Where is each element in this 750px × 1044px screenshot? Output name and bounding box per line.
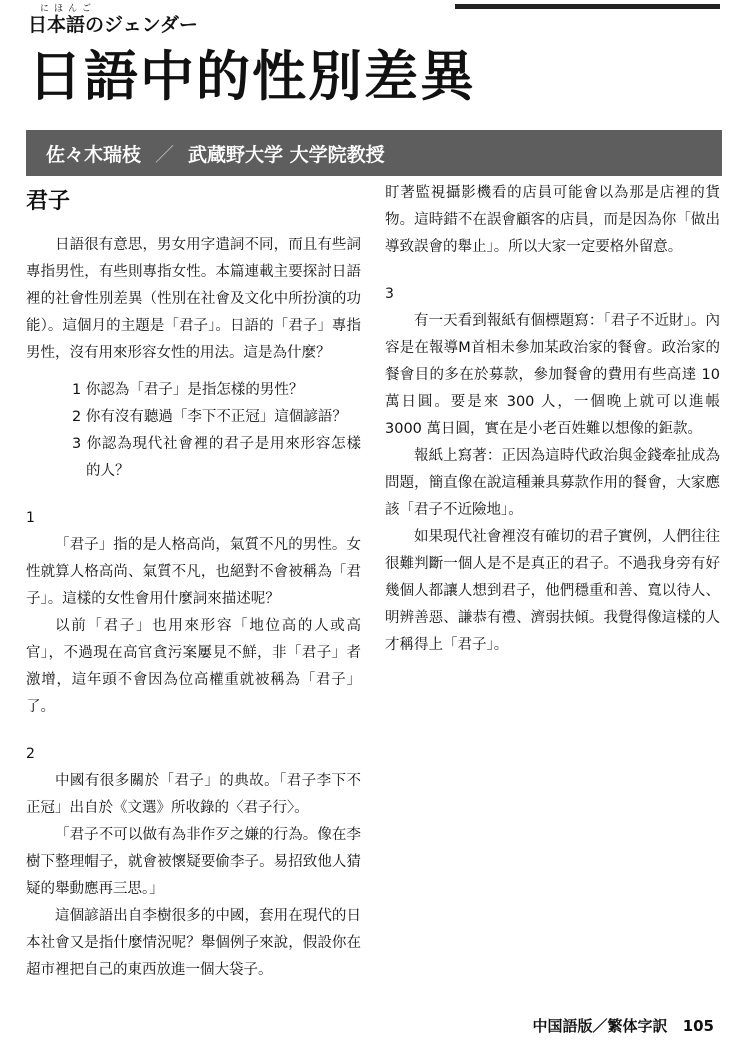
continuation-paragraph: 盯著監視攝影機看的店員可能會以為那是店裡的貨物。這時錯不在誤會顧客的店員，而是因為你「做出導致誤會的舉止」。所以大家一定要格外留意。 — [385, 185, 720, 255]
author-affiliation: 武蔵野大学 大学院教授 — [188, 143, 385, 166]
article-title: 日語中的性別差異 — [28, 45, 476, 108]
top-rule — [455, 4, 720, 9]
section-2-number: 2 — [26, 746, 35, 762]
question-list — [56, 377, 361, 485]
author-bar — [26, 130, 722, 176]
left-column — [26, 180, 361, 984]
right-column — [385, 180, 720, 659]
section-3-number: 3 — [385, 286, 394, 302]
page-footer — [532, 1015, 714, 1036]
section-1-number: 1 — [26, 510, 35, 526]
spacer — [26, 485, 361, 505]
section-2-paragraph-2: 「君子不可以做有為非作歹之嫌的行為。像在李樹下整理帽子，就會被懷疑要偷李子。易招致他人猜疑的舉動應再三思。」 — [26, 827, 361, 897]
section-1-paragraph-2: 以前「君子」也用來形容「地位高的人或高官」，不過現在高官貪污案屢見不鮮，非「君子」者激增，這年頭不會因為位高權重就被稱為「君子」了。 — [26, 618, 361, 715]
author-name: 佐々木瑞枝 — [46, 143, 142, 166]
question-3: 3 你認為現代社會裡的君子是用來形容怎樣的人？ — [72, 436, 361, 479]
section-3-paragraph-1: 有一天看到報紙有個標題寫：「君子不近財」。內容是在報導M首相未參加某政治家的餐會。政治家的餐會目的多在於募款，參加餐會的費用有些高達 10 萬日圓。要是來 300 人，一個晚上就可以進帳 3000 萬日圓，實在是小老百姓難以想像的鉅款。 — [385, 313, 720, 437]
spacer — [26, 721, 361, 741]
intro-paragraph: 日語很有意思，男女用字遣詞不同，而且有些詞專指男性，有些則專指女性。本篇連載主要探討日語裡的社會性別差異（性別在社會及文化中所扮演的功能）。這個月的主題是「君子」。日語的「君子」專指男性，沒有用來形容女性的用法。這是為什麼？ — [26, 237, 361, 361]
spacer — [385, 261, 720, 281]
section-1-paragraph-1: 「君子」指的是人格高尚，氣質不凡的男性。女性就算人格高尚、氣質不凡，也絕對不會被稱為「君子」。這樣的女性會用什麼詞來描述呢？ — [26, 537, 361, 607]
page-number: 105 — [682, 1017, 714, 1035]
question-2: 2 你有沒有聽過「李下不正冠」這個諺語？ — [72, 409, 347, 425]
question-1: 1 你認為「君子」是指怎樣的男性？ — [72, 382, 304, 398]
author-separator: ／ — [155, 143, 175, 166]
series-ruby: にほんご — [40, 4, 97, 14]
section-3-paragraph-2: 報紙上寫著：正因為這時代政治與金錢牽扯成為問題，簡直像在說這種兼具募款作用的餐會，大家應該「君子不近險地」。 — [385, 448, 720, 518]
series-title: 日本語のジェンダー — [28, 14, 198, 36]
footer-label: 中国語版／繁体字訳 — [532, 1017, 668, 1035]
section-2-paragraph-1: 中國有很多關於「君子」的典故。「君子李下不正冠」出自於《文選》所收錄的〈君子行〉。 — [26, 773, 361, 816]
section-title: 君子 — [26, 189, 71, 214]
section-3-paragraph-3: 如果現代社會裡沒有確切的君子實例，人們往往很難判斷一個人是不是真正的君子。不過我身旁有好幾個人都讓人想到君子，他們穩重和善、寬以待人、明辨善惡、謙恭有禮、濟弱扶傾。我覺得像這樣的人才稱得上「君子」。 — [385, 529, 720, 653]
section-2-paragraph-3: 這個諺語出自李樹很多的中國，套用在現代的日本社會又是指什麼情況呢？舉個例子來說，假設你在超市裡把自己的東西放進一個大袋子。 — [26, 908, 361, 978]
